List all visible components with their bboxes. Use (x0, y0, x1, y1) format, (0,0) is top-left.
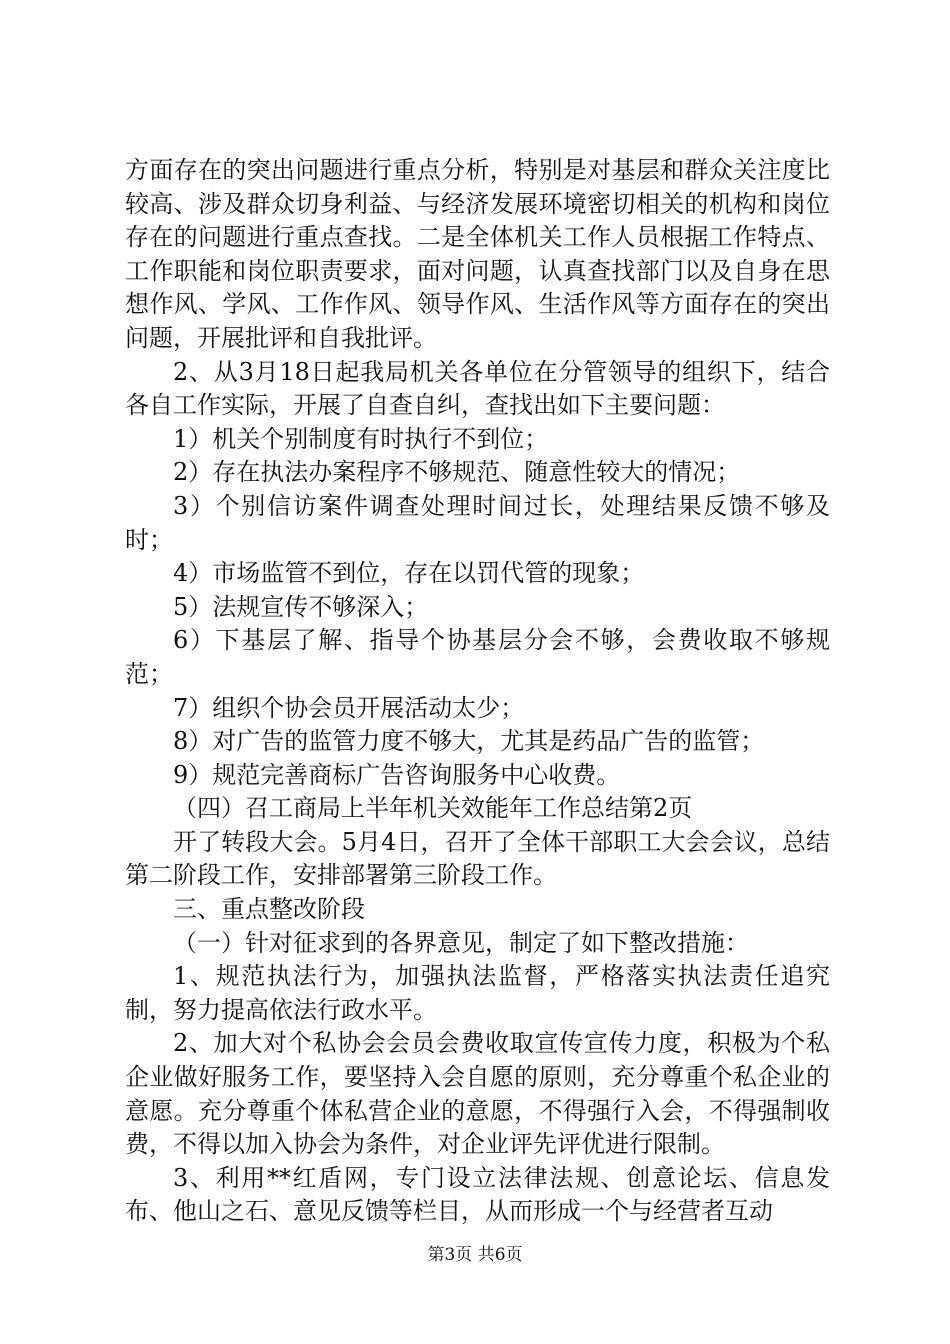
paragraph: 3、利用**红盾网，专门设立法律法规、创意论坛、信息发布、他山之石、意见反馈等栏目，从而形成一个与经营者互动 (125, 1163, 830, 1226)
paragraph: 3）个别信访案件调查处理时间过长，处理结果反馈不够及时； (125, 491, 830, 554)
paragraph: 9）规范完善商标广告咨询服务中心收费。 (173, 760, 621, 789)
paragraph: 5）法规宣传不够深入； (173, 592, 429, 621)
paragraph: （四）召工商局上半年机关效能年工作总结第2页 (173, 794, 693, 823)
paragraph: 2、加大对个私协会会员会费收取宣传宣传力度，积极为个私企业做好服务工作，要坚持入会自愿的原则，充分尊重个私企业的意愿。充分尊重个体私营企业的意愿，不得强行入会，不得强制收费，不得以加入协会为条件，对企业评先评优进行限制。 (125, 1029, 830, 1159)
paragraph: 1）机关个别制度有时执行不到位； (173, 424, 549, 453)
paragraph: 2）存在执法办案程序不够规范、随意性较大的情况； (173, 458, 741, 487)
paragraph: 三、重点整改阶段 (173, 895, 365, 924)
paragraph: 1、规范执法行为，加强执法监督，严格落实执法责任追究制，努力提高依法行政水平。 (125, 962, 830, 1024)
paragraph: 方面存在的突出问题进行重点分析，特别是对基层和群众关注度比较高、涉及群众切身利益、与经济发展环境密切相关的机构和岗位存在的问题进行重点查找。二是全体机关工作人员根据工作特点、工作职能和岗位职责要求，面对问题，认真查找部门以及自身在思想作风、学风、工作作风、领导作风、生活作风等方面存在的突出问题，开展批评和自我批评。 (125, 156, 830, 352)
document-body (125, 154, 830, 1229)
paragraph: 7）组织个协会员开展活动太少； (173, 693, 525, 722)
paragraph: 8）对广告的监管力度不够大，尤其是药品广告的监管； (173, 727, 765, 756)
paragraph: 2、从3月18日起我局机关各单位在分管领导的组织下，结合各自工作实际，开展了自查自纠，查找出如下主要问题： (125, 357, 830, 420)
paragraph: （一）针对征求到的各界意见，制定了如下整改措施： (173, 928, 749, 957)
paragraph: 4）市场监管不到位，存在以罚代管的现象； (173, 559, 645, 588)
page-footer: 第3页 共6页 (427, 1245, 523, 1265)
paragraph: 6）下基层了解、指导个协基层分会不够，会费收取不够规范； (125, 626, 830, 688)
paragraph: 开了转段大会。5月4日，召开了全体干部职工大会会议，总结第二阶段工作，安排部署第三阶段工作。 (125, 827, 830, 890)
